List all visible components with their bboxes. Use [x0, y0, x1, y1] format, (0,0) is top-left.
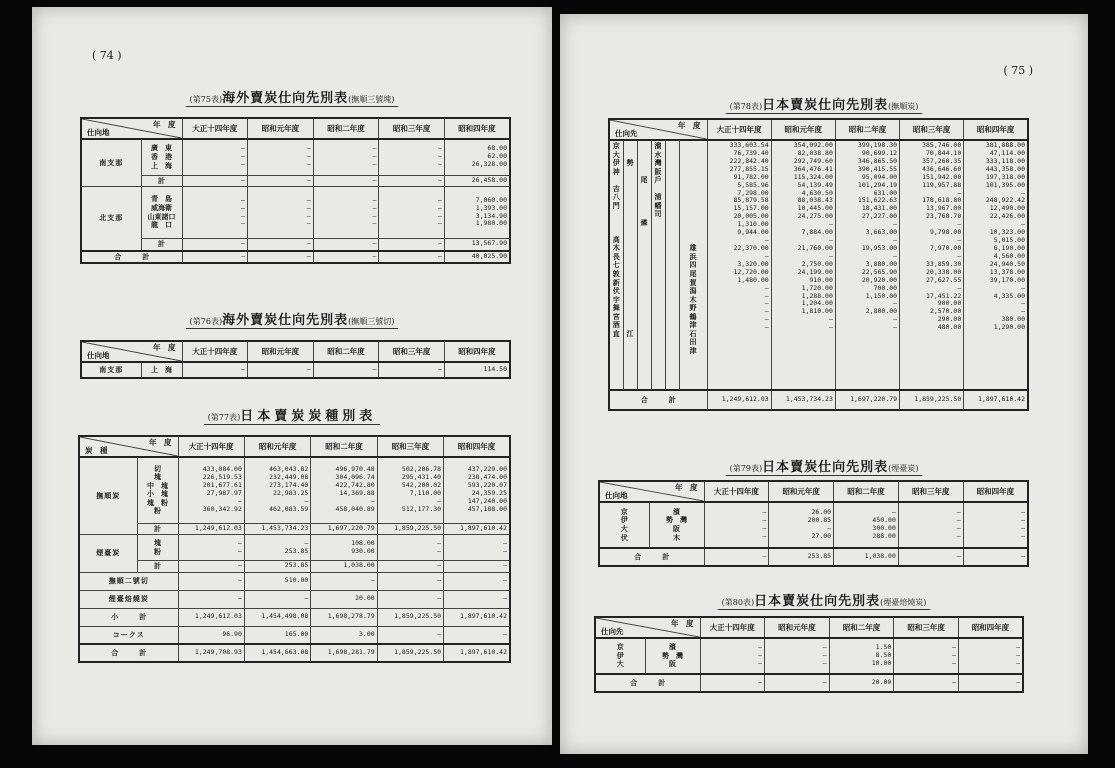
cell: — — [444, 535, 510, 561]
left-page [32, 7, 552, 745]
cell: 7,060.00 1,393.00 3,134.90 1,980.00 [444, 187, 510, 239]
table-77-title [32, 405, 552, 424]
cell: — [379, 175, 445, 187]
cell: 1,697,220.79 [311, 523, 377, 535]
cell: 26,458.00 [444, 175, 510, 187]
table-number: (第76表) [189, 317, 223, 326]
cell: — [704, 548, 769, 566]
cell: — [313, 251, 379, 264]
cell: — [248, 239, 314, 251]
place-list: 廣 東 香 港 上 海 [141, 139, 182, 175]
cell: 1,249,612.03 [178, 608, 244, 626]
cell: 333,603.54 76,739.40 222,842.40 277,855.15 91,782.00 5,585.96 7,298.00 85,879.58 15,157.00 20,005.00 1,310.00 9,944.00 — 22,370.00 — 3,320.00 12,720.00 1,480.00 — — — — — — [707, 140, 771, 390]
cell: 20.00 [829, 674, 894, 692]
cell: 165.00 [244, 626, 310, 644]
col-header: 昭和元年度 [765, 617, 830, 638]
cell: — [178, 590, 244, 608]
cell: — — — — [379, 187, 445, 239]
col-header: 昭和二年度 [834, 481, 899, 502]
cell: 68.00 62.00 26,328.00 [444, 139, 510, 175]
cell: — [244, 590, 310, 608]
cell: 399,198.30 90,699.12 346,865.50 390,415.55 95,094.00 101,294.19 631.00 151,622.63 18,431.00 27,227.00 — 3,663.00 — 19,953.00 — 3,880.00 22,565.90 20,920.00 700.00 1,150.00 — 2,800.00 — — [835, 140, 899, 390]
cell: — [444, 561, 510, 573]
cell: 253.85 [244, 561, 310, 573]
cell: — [377, 572, 443, 590]
cell: 1,038.00 [311, 561, 377, 573]
cell: 1,038.00 [834, 548, 899, 566]
cell: 1,859,225.50 [377, 644, 443, 662]
page-number: ( 75 ) [1003, 64, 1033, 77]
cell: — [182, 362, 248, 378]
cell: 1,249,612.03 [707, 390, 771, 410]
grand-total-label: 合 計 [595, 674, 700, 692]
destination-list: 濱 勢 灣 阪 [645, 638, 700, 674]
cell: — — [377, 535, 443, 561]
cell: — [178, 561, 244, 573]
cell: — [377, 561, 443, 573]
region-label: 南支那 [81, 139, 141, 187]
cell: — [182, 175, 248, 187]
region-label: 北支那 [81, 187, 141, 251]
table-76 [80, 340, 511, 379]
cell: 253.85 [769, 548, 834, 566]
table-number: (第79表) [729, 464, 763, 473]
cell: — — — [958, 638, 1023, 674]
cell: — [444, 626, 510, 644]
cell: 1,698,281.79 [311, 644, 377, 662]
col-header: 昭和二年度 [313, 118, 379, 139]
cell: 1,897,610.42 [964, 390, 1028, 410]
place-label: 上 海 [141, 362, 182, 378]
col-header: 昭和三年度 [894, 617, 959, 638]
table-80-title [560, 590, 1088, 609]
cell: — [444, 572, 510, 590]
cell: 463,043.82 232,449.08 273,174.40 22,983.25 — 462,083.59 [244, 457, 310, 523]
table-subtitle: (撫順三號切) [348, 317, 395, 326]
cell: 1,897,610.42 [444, 608, 510, 626]
cell: — [958, 674, 1023, 692]
coal-type-label: 撫順炭 [79, 457, 137, 535]
kind-list: 切 塊 中 塊 小 塊 塊 粉 粉 [137, 457, 178, 523]
cell: 1,859,225.50 [377, 608, 443, 626]
cell: 381,888.00 47,114.00 333,118.00 443,358.00 197,318.00 101,395.00 — 248,922.42 12,490.00 22,426.00 — 10,323.00 5,015.00 6,190.00 4,560.00 24,940.50 13,378.00 39,170.00 — 4,335.00 — — 380.00 1,290.00 [964, 140, 1028, 390]
corner-header: 年 度 炭 種 [79, 436, 178, 457]
cell: — — — [700, 638, 765, 674]
cell: — — — — [704, 502, 769, 548]
cell: 1.50 8.50 10.00 [829, 638, 894, 674]
cell: — [313, 239, 379, 251]
table-title: 海外賣炭仕向先別表 [222, 91, 349, 106]
cell: 354,092.00 82,038.80 292,749.60 364,476.41 115,324.00 54,139.49 4,630.50 88,038.43 10,445.00 24,275.00 — 7,884.00 — 21,760.00 — 2,750.00 24,199.00 910.00 1,720.00 1,288.00 1,204.00 1,810.00 — — [771, 140, 835, 390]
page-number: ( 74 ) [92, 49, 122, 62]
grand-total-label: 合 計 [81, 251, 182, 264]
cell: 114.50 [444, 362, 510, 378]
cell: — 253.85 [244, 535, 310, 561]
cell: 40,025.90 [444, 251, 510, 264]
cell: 13,567.90 [444, 239, 510, 251]
table-number: (第78表) [729, 102, 763, 111]
region-label: 南支那 [81, 362, 141, 378]
cell: 1,249,612.03 [178, 523, 244, 535]
cell: — [248, 251, 314, 264]
cell: — [379, 251, 445, 264]
table-title: 日本賣炭炭種別表 [240, 409, 377, 424]
grand-total-label: 合 計 [79, 644, 178, 662]
table-subtitle: (煙臺焙燒炭) [880, 598, 927, 607]
cell: — [379, 362, 445, 378]
table-number: (第77表) [207, 413, 241, 422]
col-header: 昭和三年度 [379, 118, 445, 139]
cell: 1,454,498.08 [244, 608, 310, 626]
cell: 1,249,708.93 [178, 644, 244, 662]
cell: — [444, 590, 510, 608]
table-75-title [32, 87, 552, 106]
cell: — [248, 175, 314, 187]
cell: 1,697,220.79 [835, 390, 899, 410]
destination-list: 濱 勢 灣 阪 木 [649, 502, 704, 548]
cell: 108.00 930.00 [311, 535, 377, 561]
corner-header: 年 度 仕向地 [599, 481, 704, 502]
destination-list: 尾 燐 [637, 140, 651, 390]
cell: — [700, 674, 765, 692]
corner-header: 年 度 仕向先 [595, 617, 700, 638]
cell: — [894, 674, 959, 692]
table-75 [80, 117, 511, 264]
table-number: (第80表) [721, 598, 755, 607]
cell: — [377, 626, 443, 644]
coal-type-label: 煙臺焙燒炭 [79, 590, 178, 608]
col-header: 昭和三年度 [900, 119, 964, 140]
cell: — [963, 548, 1028, 566]
table-79-title [560, 456, 1088, 475]
cell: — [379, 239, 445, 251]
destination-list: 雄 浜 四 尾 賀 潟 木 野 鶴 津 石 田 津 [679, 140, 707, 390]
table-title: 日本賣炭仕向先別表 [762, 460, 889, 475]
cell: 1,454,663.08 [244, 644, 310, 662]
subtotal-label: 小 計 [79, 608, 178, 626]
subtotal-label: 計 [141, 239, 182, 251]
cell: — — — — [313, 187, 379, 239]
table-77 [78, 435, 511, 663]
col-header: 昭和二年度 [829, 617, 894, 638]
cell: — [313, 175, 379, 187]
col-header: 昭和元年度 [248, 341, 314, 362]
cell: 1,859,225.50 [377, 523, 443, 535]
col-header: 昭和元年度 [769, 481, 834, 502]
col-header: 昭和二年度 [311, 436, 377, 457]
cell: 385,746.00 70,844.10 357,260.35 436,646.60 151,942.00 119,957.88 — 178,618.80 13,967.00 23,768.70 — 9,798.00 — 7,970.00 — 33,859.30 20,338.00 27,627.55 — 17,451.22 900.00 2,570.00 290.00 480.00 [900, 140, 964, 390]
place-list: 青 島 威海衛 山東諸口 龍 口 [141, 187, 182, 239]
col-header: 昭和二年度 [313, 341, 379, 362]
cell: — — — — [182, 187, 248, 239]
cell: 510.00 [244, 572, 310, 590]
table-78 [608, 118, 1029, 411]
col-header: 大正十四年度 [704, 481, 769, 502]
col-header: 昭和四年度 [958, 617, 1023, 638]
col-header: 昭和二年度 [835, 119, 899, 140]
table-subtitle: (撫順三號塊) [348, 95, 395, 104]
coal-type-label: 煙臺炭 [79, 535, 137, 573]
grand-total-label: 合 計 [609, 390, 707, 410]
col-header: 大正十四年度 [182, 118, 248, 139]
subtotal-label: 計 [141, 175, 182, 187]
cell: — — [178, 535, 244, 561]
cell: 1,453,734.23 [244, 523, 310, 535]
table-78-title [560, 94, 1088, 113]
cell: — — — — [898, 502, 963, 548]
cell: — — — [248, 139, 314, 175]
cell: — — — [182, 139, 248, 175]
destination-list: 勢 江 [623, 140, 637, 390]
corner-header: 年 度 仕向先 [609, 119, 707, 140]
col-header: 昭和四年度 [444, 341, 510, 362]
cell: — — — [313, 139, 379, 175]
right-page [560, 14, 1088, 754]
destination-list: 京 伊 大 伏 [599, 502, 649, 548]
grand-total-label: 合 計 [599, 548, 704, 566]
coal-type-label: 撫順二號切 [79, 572, 178, 590]
cell: — — — [765, 638, 830, 674]
table-76-title [32, 309, 552, 328]
cell: — [182, 239, 248, 251]
cell: — [311, 572, 377, 590]
col-header: 昭和三年度 [379, 341, 445, 362]
col-header: 昭和四年度 [963, 481, 1028, 502]
table-title: 海外賣炭仕向先別表 [222, 313, 349, 328]
cell: — [313, 362, 379, 378]
col-header: 昭和元年度 [771, 119, 835, 140]
cell: 433,084.00 226,519.53 201,677.61 27,987.97 — 360,342.92 [178, 457, 244, 523]
subtotal-label: 計 [137, 561, 178, 573]
corner-header: 年 度 仕向地 [81, 341, 182, 362]
cell: 1,859,225.50 [900, 390, 964, 410]
cell: 26.00 200.85 — 27.00 [769, 502, 834, 548]
table-title: 日本賣炭仕向先別表 [762, 98, 889, 113]
cell: — [248, 362, 314, 378]
destination-list: 京 大 伊 神 吉 八 門 高 木 長 七 敦 新 伏 宇 舞 宮 酒 直 [609, 140, 623, 390]
table-subtitle: (煙臺炭) [888, 464, 919, 473]
cell: 1,698,278.79 [311, 608, 377, 626]
col-header: 昭和三年度 [377, 436, 443, 457]
cell: — [898, 548, 963, 566]
col-header: 昭和元年度 [244, 436, 310, 457]
table-number: (第75表) [189, 95, 223, 104]
cell: — — — — [248, 187, 314, 239]
cell: — [765, 674, 830, 692]
table-title: 日本賣炭仕向先別表 [754, 594, 881, 609]
col-header: 昭和四年度 [964, 119, 1028, 140]
table-80 [594, 616, 1024, 693]
cell: 20.00 [311, 590, 377, 608]
col-header: 昭和四年度 [444, 436, 510, 457]
col-header: 昭和四年度 [444, 118, 510, 139]
cell: 3.00 [311, 626, 377, 644]
cell: 502,206.78 295,431.40 542,200.02 7,110.00 — 512,177.30 [377, 457, 443, 523]
col-header: 大正十四年度 [707, 119, 771, 140]
col-header: 昭和元年度 [248, 118, 314, 139]
cell: — [377, 590, 443, 608]
coke-label: コークス [79, 626, 178, 644]
table-79 [598, 480, 1029, 567]
cell: — — — — [963, 502, 1028, 548]
cell: 1,453,734.23 [771, 390, 835, 410]
subtotal-label: 計 [137, 523, 178, 535]
destination-list: 京 伊 大 [595, 638, 645, 674]
cell: — [182, 251, 248, 264]
kind-list: 塊 粉 [137, 535, 178, 561]
cell: 1,897,610.42 [444, 644, 510, 662]
corner-header: 年 度 仕向地 [81, 118, 182, 139]
col-header: 大正十四年度 [178, 436, 244, 457]
cell: — [178, 572, 244, 590]
col-header: 大正十四年度 [700, 617, 765, 638]
destination-list [665, 140, 679, 390]
col-header: 大正十四年度 [182, 341, 248, 362]
destination-list: 濱 水 灣 阪 戶 浦 幡 司 [651, 140, 665, 390]
cell: 496,970.48 304,096.74 422,742.80 14,369.88 — 458,040.89 [311, 457, 377, 523]
cell: 437,229.00 238,474.00 593,220.07 24,359.25 147,240.00 457,188.00 [444, 457, 510, 523]
table-subtitle: (撫順炭) [888, 102, 919, 111]
cell: — — — [894, 638, 959, 674]
cell: 1,897,610.42 [444, 523, 510, 535]
cell: — 450.00 300.00 288.00 [834, 502, 899, 548]
cell: 96.90 [178, 626, 244, 644]
cell: — — — [379, 139, 445, 175]
col-header: 昭和三年度 [898, 481, 963, 502]
